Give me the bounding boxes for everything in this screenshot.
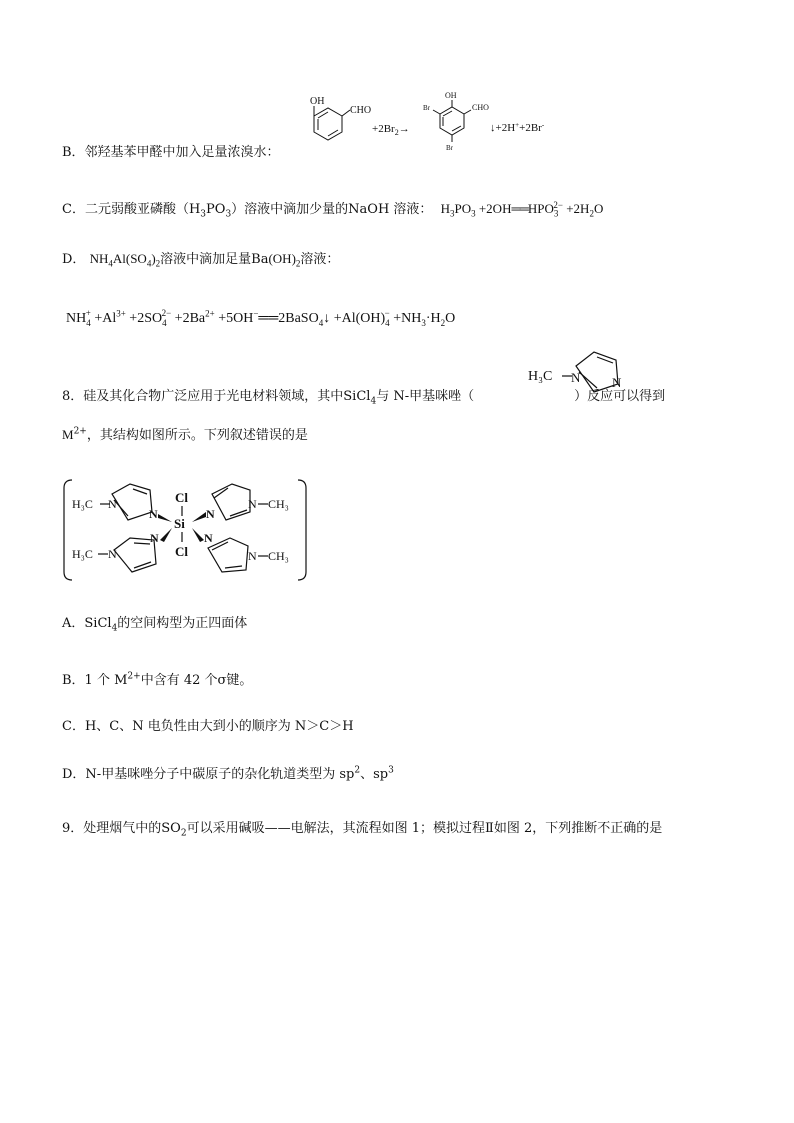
text: PO (206, 202, 226, 217)
option-b-label: B．邻羟基苯甲醛中加入足量浓溴水： (62, 145, 280, 160)
q8-option-a: A．SiCl$_4$的空间构型为正四面体 (62, 616, 248, 634)
q8-text1: 8．硅及其化合物广泛应用于光电材料领域，其中SiCl (62, 389, 371, 404)
n-label: N (248, 549, 257, 563)
option-d-formula: $NH_4Al(SO_4)_2$ (89, 251, 161, 269)
q8-text3: ）反应可以得到 (574, 389, 666, 404)
option-d-label: D． (62, 252, 86, 267)
cl-bottom: Cl (175, 544, 188, 559)
methylimidazole-structure (524, 340, 634, 408)
question-8-line2 (62, 426, 308, 445)
m-sup: 2+ (73, 426, 87, 437)
sub: 3 (225, 209, 232, 220)
tribromo-product-structure (433, 100, 471, 142)
n-label: N (149, 507, 158, 521)
ch3-bottom-right: CH₃ (268, 549, 289, 563)
n-label: N (150, 531, 159, 545)
n2-label: N (612, 375, 622, 390)
option-d-mid: 溶液中滴加足量Ba (160, 252, 269, 267)
n-label: N (248, 497, 257, 511)
h3c-top-left: H₃C (72, 497, 93, 511)
q8-option-d: D．N-甲基咪唑分子中碳原子的杂化轨道类型为 $sp^2$、$sp^3$ (62, 765, 394, 782)
option-d (62, 250, 339, 269)
n-label: N (108, 547, 117, 561)
option-b (62, 144, 280, 162)
q8-line2: ，其结构如图所示。下列叙述错误的是 (86, 428, 308, 443)
n-label: N (206, 507, 215, 521)
n1-label: N (571, 370, 581, 385)
n-label: N (204, 531, 213, 545)
si-label: Si (174, 516, 185, 531)
q8-text2: 与 N-甲基咪唑（ (376, 389, 475, 404)
cho-label: CHO (350, 105, 372, 116)
text: ）溶液中滴加少量的NaOH 溶液： (231, 202, 433, 217)
n-label: N (108, 497, 117, 511)
h3c-bottom-left: H₃C (72, 547, 93, 561)
product-tail: ↓+2H++2Br- (490, 121, 545, 134)
option-c (62, 200, 603, 219)
option-d-end: 溶液： (300, 252, 340, 267)
q8-option-c: C．H、C、N 电负性由大到小的顺序为 N＞C＞H (62, 719, 354, 734)
reagent-text: $+2Br_2\to$ (372, 123, 410, 137)
product-cho: CHO (472, 103, 489, 112)
option-c-label: C．二元弱酸亚磷酸（H (62, 202, 201, 217)
question-9: 9．处理烟气中的$SO_2$可以采用碱吸——电解法，其流程如图 1；模拟过程Ⅱ如图 2，下列推断不正确的是 (62, 821, 663, 839)
oh-label: OH (310, 96, 325, 107)
ch3-top-right: CH₃ (268, 497, 289, 511)
product-br-left: Br (423, 104, 430, 112)
complex-structure (62, 476, 310, 588)
ch3-label: H₃C (528, 369, 553, 384)
cl-top: Cl (175, 490, 188, 505)
q8-option-b: B．1 个 $M^{2+}$中含有 42 个σ键。 (62, 671, 253, 688)
m-label: M (62, 427, 74, 442)
sub: 3 (200, 209, 207, 220)
product-br-bottom: Br (446, 144, 453, 152)
product-oh: OH (445, 91, 457, 100)
salicylaldehyde-structure (314, 106, 350, 140)
option-c-equation: $H_3PO_3$ $+2OH══HPO_3^{2-} +2H_2O$ (440, 199, 604, 219)
option-d-equation: $NH_4^+ +Al^{3+} +2SO_4^{2-} +2Ba^{2+}$ +5OH−══2BaSO$_4$↓ $+Al(OH)_4^- +NH_3\cdot H_2O$ (66, 308, 456, 328)
sub: 4 (370, 396, 377, 407)
ba-oh2: $(OH)_2$ (268, 251, 301, 269)
reaction-b-diagram (292, 88, 562, 166)
